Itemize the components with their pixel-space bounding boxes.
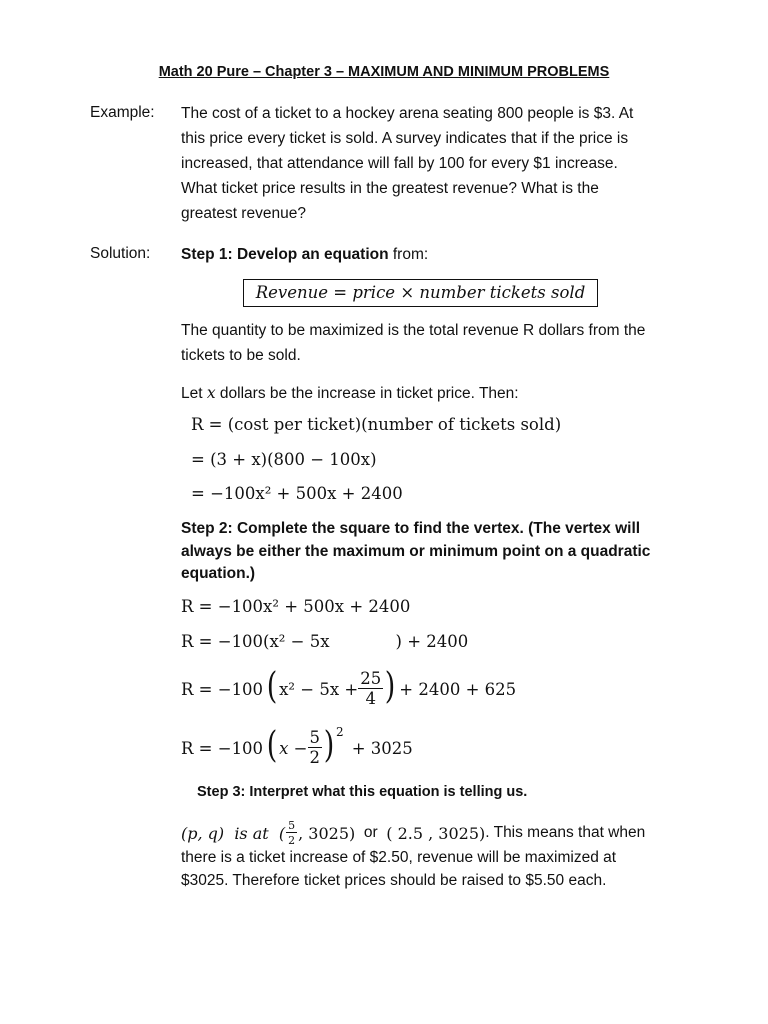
step2-line: equation.): [181, 565, 256, 582]
example-label: Example:: [90, 104, 155, 121]
cs2-right: ) + 2400: [395, 632, 469, 651]
example-line: this price every ticket is sold. A survey indicates that if the price is: [181, 130, 629, 147]
cs4-right: + 3025: [351, 738, 413, 758]
or-word: or: [355, 824, 387, 841]
pq: (p, q): [181, 823, 225, 843]
equation-line-1: R = (cost per ticket)(number of tickets sold): [191, 415, 562, 434]
step1-bold: Step 1: Develop an equation: [181, 246, 389, 263]
eq-times: ×: [395, 283, 420, 302]
complete-square-line-4: [181, 722, 413, 774]
solution-label: Solution:: [90, 245, 151, 262]
let-post: dollars be the increase in ticket price. Then:: [215, 385, 519, 402]
example-line: greatest revenue?: [181, 205, 306, 222]
example-line: increased, that attendance will fall by 100 for every $1 increase.: [181, 155, 618, 172]
alt-point: ( 2.5 , 3025): [386, 823, 486, 843]
let-pre: Let: [181, 385, 207, 402]
equation-line-2: = (3 + x)(800 − 100x): [191, 450, 377, 469]
cs3-left: R = −100: [181, 679, 264, 699]
example-line: What ticket price results in the greatest revenue? What is the: [181, 180, 599, 197]
left-paren: (: [266, 725, 278, 766]
cs2-left: R = −100(x² − 5x: [181, 632, 330, 651]
quantity-paragraph: [181, 318, 645, 368]
cs3-right: + 2400 + 625: [399, 679, 517, 699]
frac-num: 5: [309, 727, 320, 747]
step2-line: always be either the maximum or minimum point on a quadratic: [181, 542, 651, 560]
conclusion-rest: . This means that when: [485, 824, 646, 841]
eq-number-tickets: number tickets sold: [419, 283, 586, 302]
step3-heading: Step 3: Interpret what this equation is telling us.: [197, 784, 528, 800]
complete-square-line-3: [181, 664, 516, 714]
conclusion-line: there is a ticket increase of $2.50, revenue will be maximized at: [181, 849, 617, 866]
conclusion-line: $3025. Therefore ticket prices should be raised to $5.50 each.: [181, 872, 607, 889]
quantity-line: The quantity to be maximized is the total revenue R dollars from the: [181, 322, 646, 339]
right-paren: ): [323, 725, 335, 766]
frac-den: 2: [309, 748, 320, 767]
cs4-inner: x −: [279, 738, 308, 758]
example-problem: [181, 101, 633, 226]
eq-equals: =: [328, 283, 353, 302]
cs3-inner: x² − 5x +: [279, 679, 359, 699]
frac-den: 2: [288, 834, 296, 847]
exponent: 2: [336, 725, 344, 739]
page-title: Math 20 Pure – Chapter 3 – MAXIMUM AND MINIMUM PROBLEMS: [158, 64, 610, 80]
step2-line: Step 2: Complete the square to find the vertex. (The vertex will: [181, 520, 641, 537]
equation-line-3: = −100x² + 500x + 2400: [191, 484, 403, 503]
step1-heading: [181, 242, 428, 267]
eq-revenue: Revenue: [255, 283, 329, 302]
is-at: is at (: [224, 823, 286, 843]
frac-num: 25: [360, 668, 382, 688]
let-var: x: [206, 384, 216, 402]
revenue-equation-box: [243, 279, 598, 307]
example-line: The cost of a ticket to a hockey arena seating 800 people is $3. At: [181, 105, 634, 122]
frac-num: 5: [288, 819, 296, 832]
cs4-left: R = −100: [181, 738, 264, 758]
conclusion-paragraph: [181, 846, 616, 892]
complete-square-line-1: R = −100x² + 500x + 2400: [181, 597, 411, 616]
after-frac: , 3025): [298, 823, 356, 843]
fraction-5-2: [308, 727, 323, 767]
fraction-25-4: [358, 668, 383, 708]
step2-heading: [181, 518, 650, 586]
left-paren: (: [266, 666, 278, 707]
frac-den: 4: [358, 688, 383, 708]
right-paren: ): [384, 666, 396, 707]
let-line: [181, 381, 519, 406]
step1-rest: from:: [388, 246, 429, 263]
complete-square-line-2: [181, 632, 468, 651]
fraction-5-2-small: [286, 820, 297, 846]
conclusion-line-1: [181, 816, 645, 850]
eq-price: price: [352, 283, 396, 302]
quantity-line: tickets to be sold.: [181, 347, 301, 364]
